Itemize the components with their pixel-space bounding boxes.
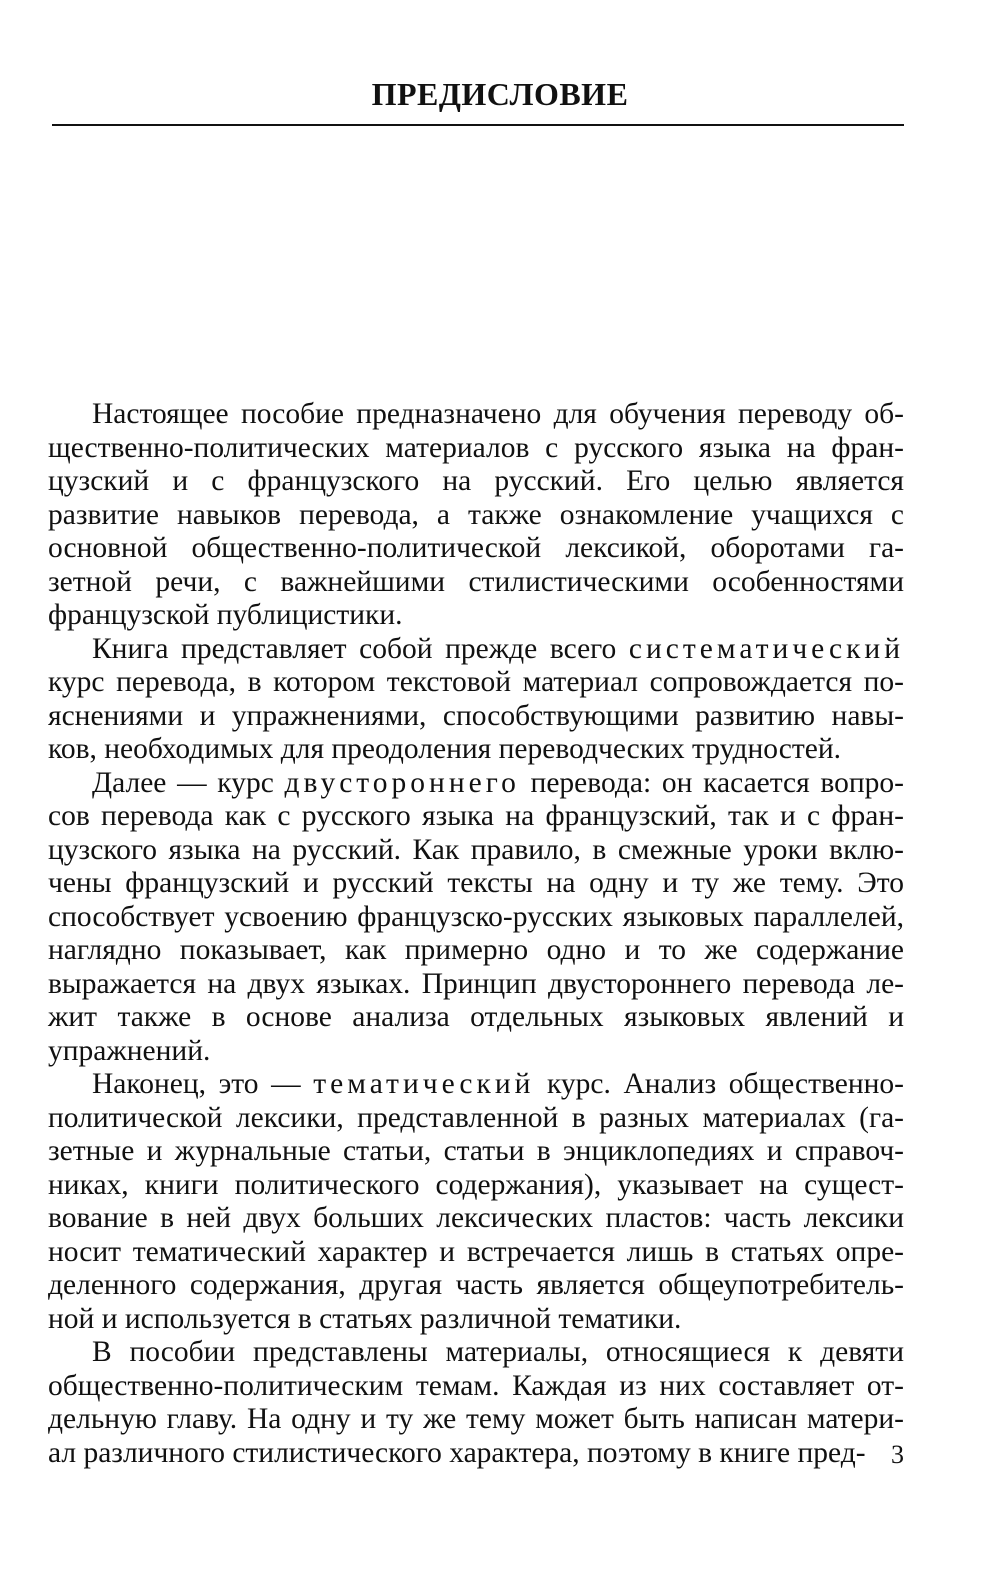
text-line bbox=[48, 465, 904, 499]
text-line bbox=[48, 700, 904, 734]
paragraph bbox=[48, 1068, 904, 1336]
text-line bbox=[48, 1102, 904, 1136]
text-line bbox=[48, 532, 904, 566]
text-segment: наглядно показывает, как примерно одно и то же содержание bbox=[48, 934, 904, 966]
text-segment: основной общественно-политической лексикой, оборотами га- bbox=[48, 532, 904, 564]
title-rule bbox=[52, 124, 904, 126]
text-line bbox=[48, 733, 904, 767]
text-segment: Наконец, это — bbox=[92, 1068, 314, 1100]
text-segment: вование в ней двух больших лексических пластов: часть лексики bbox=[48, 1202, 904, 1234]
text-segment: перевода: он касается вопро- bbox=[519, 766, 904, 799]
paragraph bbox=[48, 633, 904, 767]
text-segment: никах, книги политического содержания), указывает на сущест- bbox=[48, 1168, 904, 1201]
spaced-emphasis: систематический bbox=[628, 632, 904, 665]
text-segment: ков, необходимых для преодоления переводческих трудностей. bbox=[48, 733, 842, 765]
page-number: 3 bbox=[891, 1440, 904, 1469]
text-line bbox=[48, 599, 904, 633]
text-segment: яснениями и упражнениями, способствующими развитию навы- bbox=[48, 699, 904, 732]
text-segment: Далее — курс bbox=[92, 766, 285, 799]
text-segment: чены французский и русский тексты на одну и ту же тему. Это bbox=[48, 867, 904, 899]
text-line bbox=[48, 1303, 904, 1337]
text-segment: деленного содержания, другая часть является общеупотребитель- bbox=[48, 1269, 904, 1301]
text-line bbox=[48, 1403, 904, 1437]
text-segment: носит тематический характер и встречается лишь в статьях опре- bbox=[48, 1235, 904, 1268]
text-line bbox=[48, 1169, 904, 1203]
text-segment: политической лексики, представленной в разных материалах (га- bbox=[48, 1101, 904, 1134]
text-line bbox=[48, 1035, 904, 1069]
text-line bbox=[48, 800, 904, 834]
text-line bbox=[48, 767, 904, 801]
text-line bbox=[48, 499, 904, 533]
text-segment: упражнений. bbox=[48, 1034, 211, 1067]
text-segment: развитие навыков перевода, а также ознакомление учащихся с bbox=[48, 498, 904, 531]
text-line bbox=[48, 1236, 904, 1270]
text-segment: дельную главу. На одну и ту же тему может быть написан матери- bbox=[48, 1403, 904, 1435]
paragraph bbox=[48, 767, 904, 1069]
text-line bbox=[48, 1437, 904, 1471]
spaced-emphasis: тематический bbox=[313, 1068, 535, 1100]
text-segment: французской публицистики. bbox=[48, 599, 403, 631]
text-segment: общественно-политическим темам. Каждая из них составляет от- bbox=[48, 1369, 904, 1402]
text-segment: сов перевода как с русского языка на французский, так и с фран- bbox=[48, 800, 904, 832]
page-title: ПРЕДИСЛОВИЕ bbox=[371, 76, 629, 112]
text-line bbox=[48, 566, 904, 600]
spaced-emphasis: двустороннего bbox=[284, 766, 520, 799]
paragraph bbox=[48, 1336, 904, 1470]
text-segment: жит также в основе анализа отдельных языковых явлений и bbox=[48, 1001, 904, 1033]
text-segment: курс. Анализ общественно- bbox=[534, 1068, 904, 1100]
text-line bbox=[48, 398, 904, 432]
text-line bbox=[48, 432, 904, 466]
text-segment: зетной речи, с важнейшими стилистическими особенностями bbox=[48, 565, 904, 598]
text-line bbox=[48, 834, 904, 868]
text-line bbox=[48, 1269, 904, 1303]
text-line bbox=[48, 901, 904, 935]
text-line bbox=[48, 1370, 904, 1404]
text-line bbox=[48, 1001, 904, 1035]
text-segment: Книга представляет собой прежде всего bbox=[92, 632, 629, 665]
text-segment: выражается на двух языках. Принцип двустороннего перевода ле- bbox=[48, 967, 904, 1000]
text-line bbox=[48, 1336, 904, 1370]
text-line bbox=[48, 633, 904, 667]
text-segment: ной и используется в статьях различной тематики. bbox=[48, 1302, 682, 1335]
body-text bbox=[48, 398, 904, 1470]
text-segment: Настоящее пособие предназначено для обучения переводу об- bbox=[92, 398, 904, 430]
text-segment: щественно-политических материалов с русского языка на фран- bbox=[48, 431, 904, 464]
text-line bbox=[48, 934, 904, 968]
text-segment: цузский и с французского на русский. Его целью является bbox=[48, 465, 904, 497]
text-segment: курс перевода, в котором текстовой материал сопровождается по- bbox=[48, 666, 904, 698]
text-segment: В пособии представлены материалы, относящиеся к девяти bbox=[92, 1336, 904, 1368]
text-segment: зетные и журнальные статьи, статьи в энциклопедиях и справоч- bbox=[48, 1135, 904, 1167]
text-line bbox=[48, 1202, 904, 1236]
text-line bbox=[48, 968, 904, 1002]
text-segment: цузского языка на русский. Как правило, в смежные уроки вклю- bbox=[48, 833, 904, 866]
text-segment: способствует усвоению французско-русских языковых параллелей, bbox=[48, 900, 904, 933]
paragraph bbox=[48, 398, 904, 633]
text-segment: ал различного стилистического характера, поэтому в книге пред- bbox=[48, 1436, 866, 1469]
text-line bbox=[48, 1068, 904, 1102]
text-line bbox=[48, 867, 904, 901]
text-line bbox=[48, 1135, 904, 1169]
text-line bbox=[48, 666, 904, 700]
